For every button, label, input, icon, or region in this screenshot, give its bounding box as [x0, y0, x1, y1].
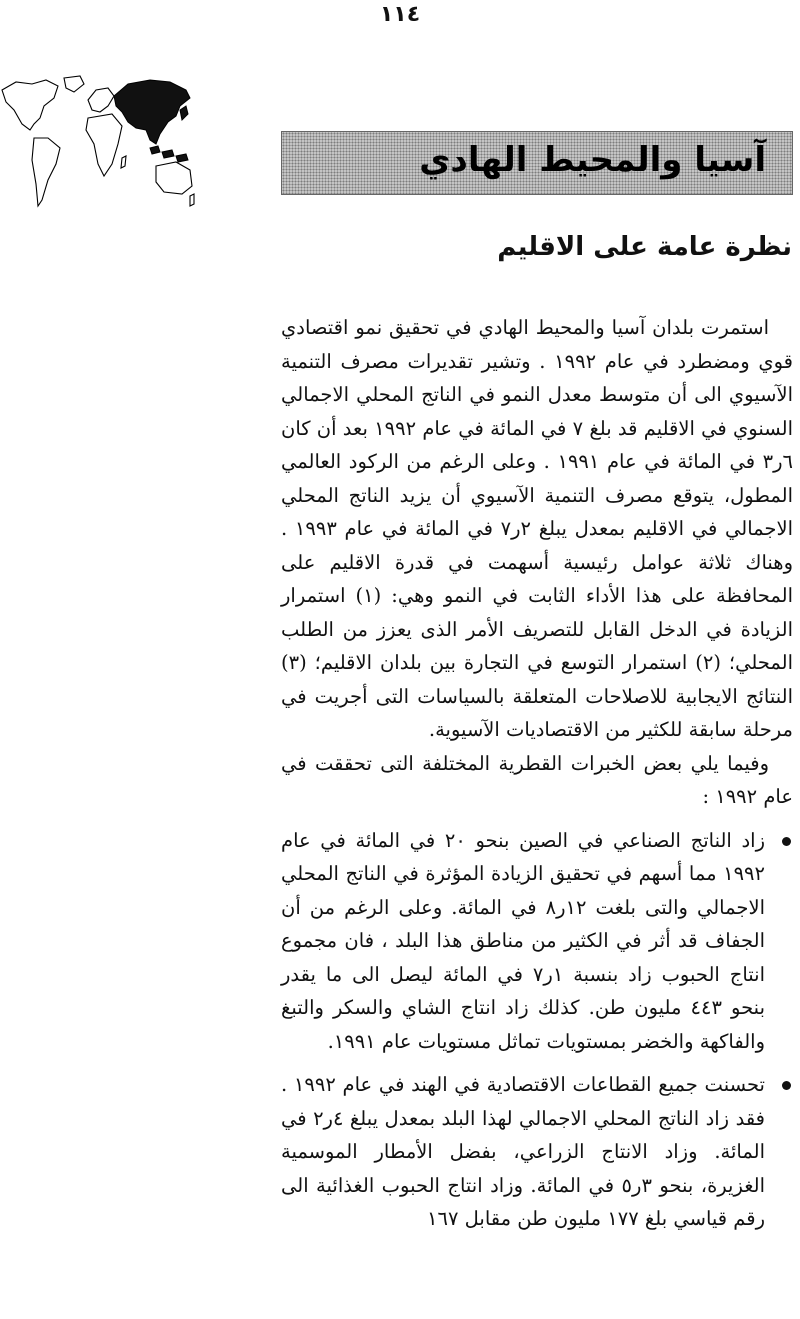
bullet-dot-icon [782, 1081, 791, 1090]
region-title: آسيا والمحيط الهادي [419, 140, 766, 180]
bullet-dot-icon [782, 837, 791, 846]
section-heading: نظرة عامة على الاقليم [497, 232, 792, 262]
body-text [281, 311, 793, 1246]
country-bullets [281, 824, 793, 1236]
followup-paragraph: وفيما يلي بعض الخبرات القطرية المختلفة التى تحققت في عام ١٩٩٢ : [281, 751, 793, 808]
page-number: ١١٤ [379, 2, 421, 27]
region-title-banner [281, 131, 793, 195]
bullet-text: زاد الناتج الصناعي في الصين بنحو ٢٠ في المائة في عام ١٩٩٢ مما أسهم في تحقيق الزيادة المؤثرة في الناتج المحلي الاجمالي والتى بلغت ١٢ر٨ في المائة. وعلى الرغم من أن الجفاف قد أثر في الكثير من مناطق هذا البلد ، فان مجموع انتاج الحبوب زاد بنسبة ١ر٧ في المائة ليصل الى ما يقدر بنحو ٤٤٣ مليون طن. كذلك زاد انتاج الشاي والسكر والتبغ والفاكهة والخضر بمستويات تماثل مستويات عام ١٩٩١. [281, 828, 765, 1053]
bullet-item-india [281, 1068, 793, 1236]
world-map-icon [0, 72, 196, 210]
bullet-text: تحسنت جميع القطاعات الاقتصادية في الهند في عام ١٩٩٢ . فقد زاد الناتج المحلي الاجمالي لهذا البلد بمعدل يبلغ ٤ر٢ في المائة. وزاد الانتاج الزراعي، بفضل الأمطار الموسمية الغزيرة، بنحو ٣ر٥ في المائة. وزاد انتاج الحبوب الغذائية الى رقم قياسي بلغ ١٧٧ مليون طن مقابل ١٦٧ [281, 1073, 766, 1230]
intro-paragraph: استمرت بلدان آسيا والمحيط الهادي في تحقيق نمو اقتصادي قوي ومضطرد في عام ١٩٩٢ . وتشير تقديرات مصرف التنمية الآسيوي الى أن متوسط معدل النمو في الناتج المحلي الاجمالي السنوي في الاقليم قد بلغ ٧ في المائة في عام ١٩٩٢ بعد أن كان ٦ر٣ في المائة في عام ١٩٩١ . وعلى الرغم من الركود العالمي المطول، يتوقع مصرف التنمية الآسيوي أن يزيد الناتج المحلي الاجمالي في الاقليم بمعدل يبلغ ٢ر٧ في المائة في عام ١٩٩٣ . وهناك ثلاثة عوامل رئيسية أسهمت في قدرة الاقليم على المحافظة على هذا الأداء الثابت في النمو وهي: (١) استمرار الزيادة في الدخل القابل للتصريف الأمر الذى يعزز من الطلب المحلي؛ (٢) استمرار التوسع في التجارة بين بلدان الاقليم؛ (٣) النتائج الايجابية للاصلاحات المتعلقة بالسياسات التى أجريت في مرحلة سابقة للكثير من الاقتصاديات الآسيوية. [281, 316, 794, 741]
bullet-item-china [281, 824, 793, 1059]
